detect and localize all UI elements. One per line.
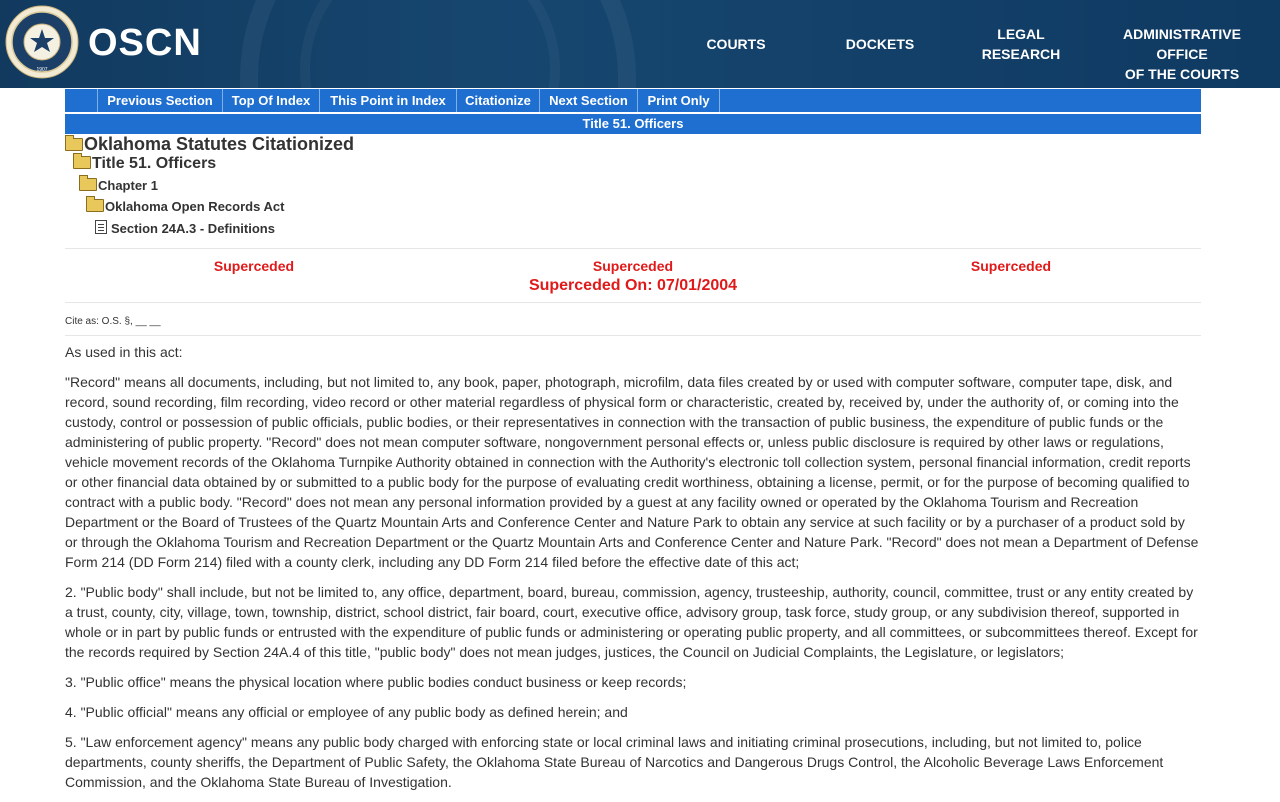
nav-administrative-office[interactable]: [1096, 24, 1268, 84]
nav-legal-research-line2: RESEARCH: [981, 46, 1061, 62]
next-section-button[interactable]: Next Section: [539, 89, 637, 112]
nav-dockets[interactable]: [828, 34, 932, 54]
paragraph-public-office: 3. "Public office" means the physical location where public bodies conduct business or keep records;: [65, 674, 687, 690]
paragraph-law-enforcement: 5. "Law enforcement agency" means any public body charged with enforcing state or local criminal laws and initiating criminal prosecutions, including, but not limited to, police departments, county sheriffs, the Department of Public Safety, the Oklahoma State Bureau of Narcotics and Dangerous Drugs Control, the Alcoholic Beverage Laws Enforcement Commission, and the Oklahoma State Bureau of Investigation.: [65, 734, 1164, 790]
tree-item-section[interactable]: [95, 220, 275, 236]
tree-item-act[interactable]: [86, 199, 284, 214]
tree-item-title[interactable]: [73, 155, 216, 173]
folder-icon: [73, 156, 91, 169]
nav-dockets-label: DOCKETS: [845, 36, 915, 52]
divider: [65, 248, 1201, 249]
nav-courts-label: COURTS: [706, 36, 766, 52]
nav-admin-line1: ADMINISTRATIVE OFFICE: [1123, 26, 1241, 62]
paragraph-intro: As used in this act:: [65, 344, 183, 360]
nav-legal-research[interactable]: [966, 24, 1076, 64]
nav-admin-line2: OF THE COURTS: [1124, 66, 1240, 82]
paragraph-record: "Record" means all documents, including, but not limited to, any book, paper, photograph, microfilm, data files created by or used with computer software, computer tape, disk, and record, sound recording, film recording, video record or other material regardless of physical form or characteristic, created by, received by, under the authority of, or coming into the custody, control or possession of public officials, public bodies, or their representatives in connection with the transaction of public business, the expenditure of public funds or the administering of public property. "Record" does not mean computer software, nongovernment personal effects or, unless public disclosure is required by other laws or regulations, vehicle movement records of the Oklahoma Turnpike Authority obtained in connection with the Authority's electronic toll collection system, personal financial information, credit reports or other financial data obtained by or submitted to a public body for the purpose of evaluating credit worthiness, obtaining a license, permit, or for the purpose of becoming qualified to contract with a public body. "Record" does not mean any personal information provided by a guest at any facility owned or operated by the Oklahoma Tourism and Recreation Department or the Board of Trustees of the Quartz Mountain Arts and Conference Center and Nature Park to obtain any service at such facility or by a purchaser of a product sold by or through the Oklahoma Tourism and Recreation Department or the Quartz Mountain Arts and Conference Center and Nature Park. "Record" does not mean a Department of Defense Form 214 (DD Form 214) filed with a county clerk, including any DD Form 214 filed before the effective date of this act;: [65, 374, 1199, 570]
supreme-court-seal-logo[interactable]: [5, 5, 79, 79]
section-navigation-bar: [65, 89, 1201, 112]
nav-courts[interactable]: [684, 34, 788, 54]
paragraph-public-official: 4. "Public official" means any official or employee of any public body as defined herein; and: [65, 704, 628, 720]
divider: [65, 335, 1201, 336]
tree-title-label: Title 51. Officers: [92, 155, 217, 172]
nav-legal-research-line1: LEGAL: [997, 26, 1045, 42]
paragraph-public-body: 2. "Public body" shall include, but not be limited to, any office, department, board, bureau, commission, agency, trusteeship, authority, council, committee, trust or any entity created by a trust, county, city, village, town, township, district, school district, fair board, court, executive office, advisory group, task force, study group, or any subdivision thereof, supported in whole or in part by public funds or entrusted with the expenditure of public funds or administering or operating public property, and all committees, or subcommittees thereof. Except for the records required by Section 24A.4 of this title, "public body" does not mean judges, justices, the Council on Judicial Complaints, the Legislature, or legislators;: [65, 584, 1198, 660]
superceded-badge-right: Superceded: [970, 258, 1052, 274]
title-bar: Title 51. Officers: [65, 114, 1201, 134]
seal-year: 1907: [36, 67, 48, 73]
superceded-badge-center: Superceded: [592, 258, 674, 274]
divider: [65, 302, 1201, 303]
background-seal-inner: [300, 0, 560, 88]
folder-icon: [86, 199, 104, 212]
top-of-index-button[interactable]: Top Of Index: [222, 89, 319, 112]
statute-text: [65, 342, 1201, 802]
cite-as: Cite as: O.S. §, __ __: [65, 316, 161, 327]
top-navigation: [660, 0, 1280, 88]
superceded-on-date: Superceded On: 07/01/2004: [528, 277, 738, 294]
citationize-button[interactable]: Citationize: [456, 89, 539, 112]
print-only-button[interactable]: Print Only: [637, 89, 720, 112]
tree-section-label: Section 24A.3 - Definitions: [111, 221, 275, 236]
document-icon: [95, 220, 107, 234]
tree-item-chapter[interactable]: [79, 178, 158, 193]
tree-item-root[interactable]: [65, 134, 354, 155]
site-brand[interactable]: OSCN: [88, 22, 202, 64]
site-header: [0, 0, 1280, 88]
previous-section-button[interactable]: Previous Section: [97, 89, 222, 112]
folder-icon: [65, 138, 83, 151]
this-point-in-index-button[interactable]: This Point in Index: [319, 89, 456, 112]
superceded-badge-left: Superceded: [213, 258, 295, 274]
folder-icon: [79, 178, 97, 191]
tree-chapter-label: Chapter 1: [98, 178, 158, 193]
tree-act-label: Oklahoma Open Records Act: [105, 199, 285, 214]
tree-root-label: Oklahoma Statutes Citationized: [84, 134, 355, 154]
